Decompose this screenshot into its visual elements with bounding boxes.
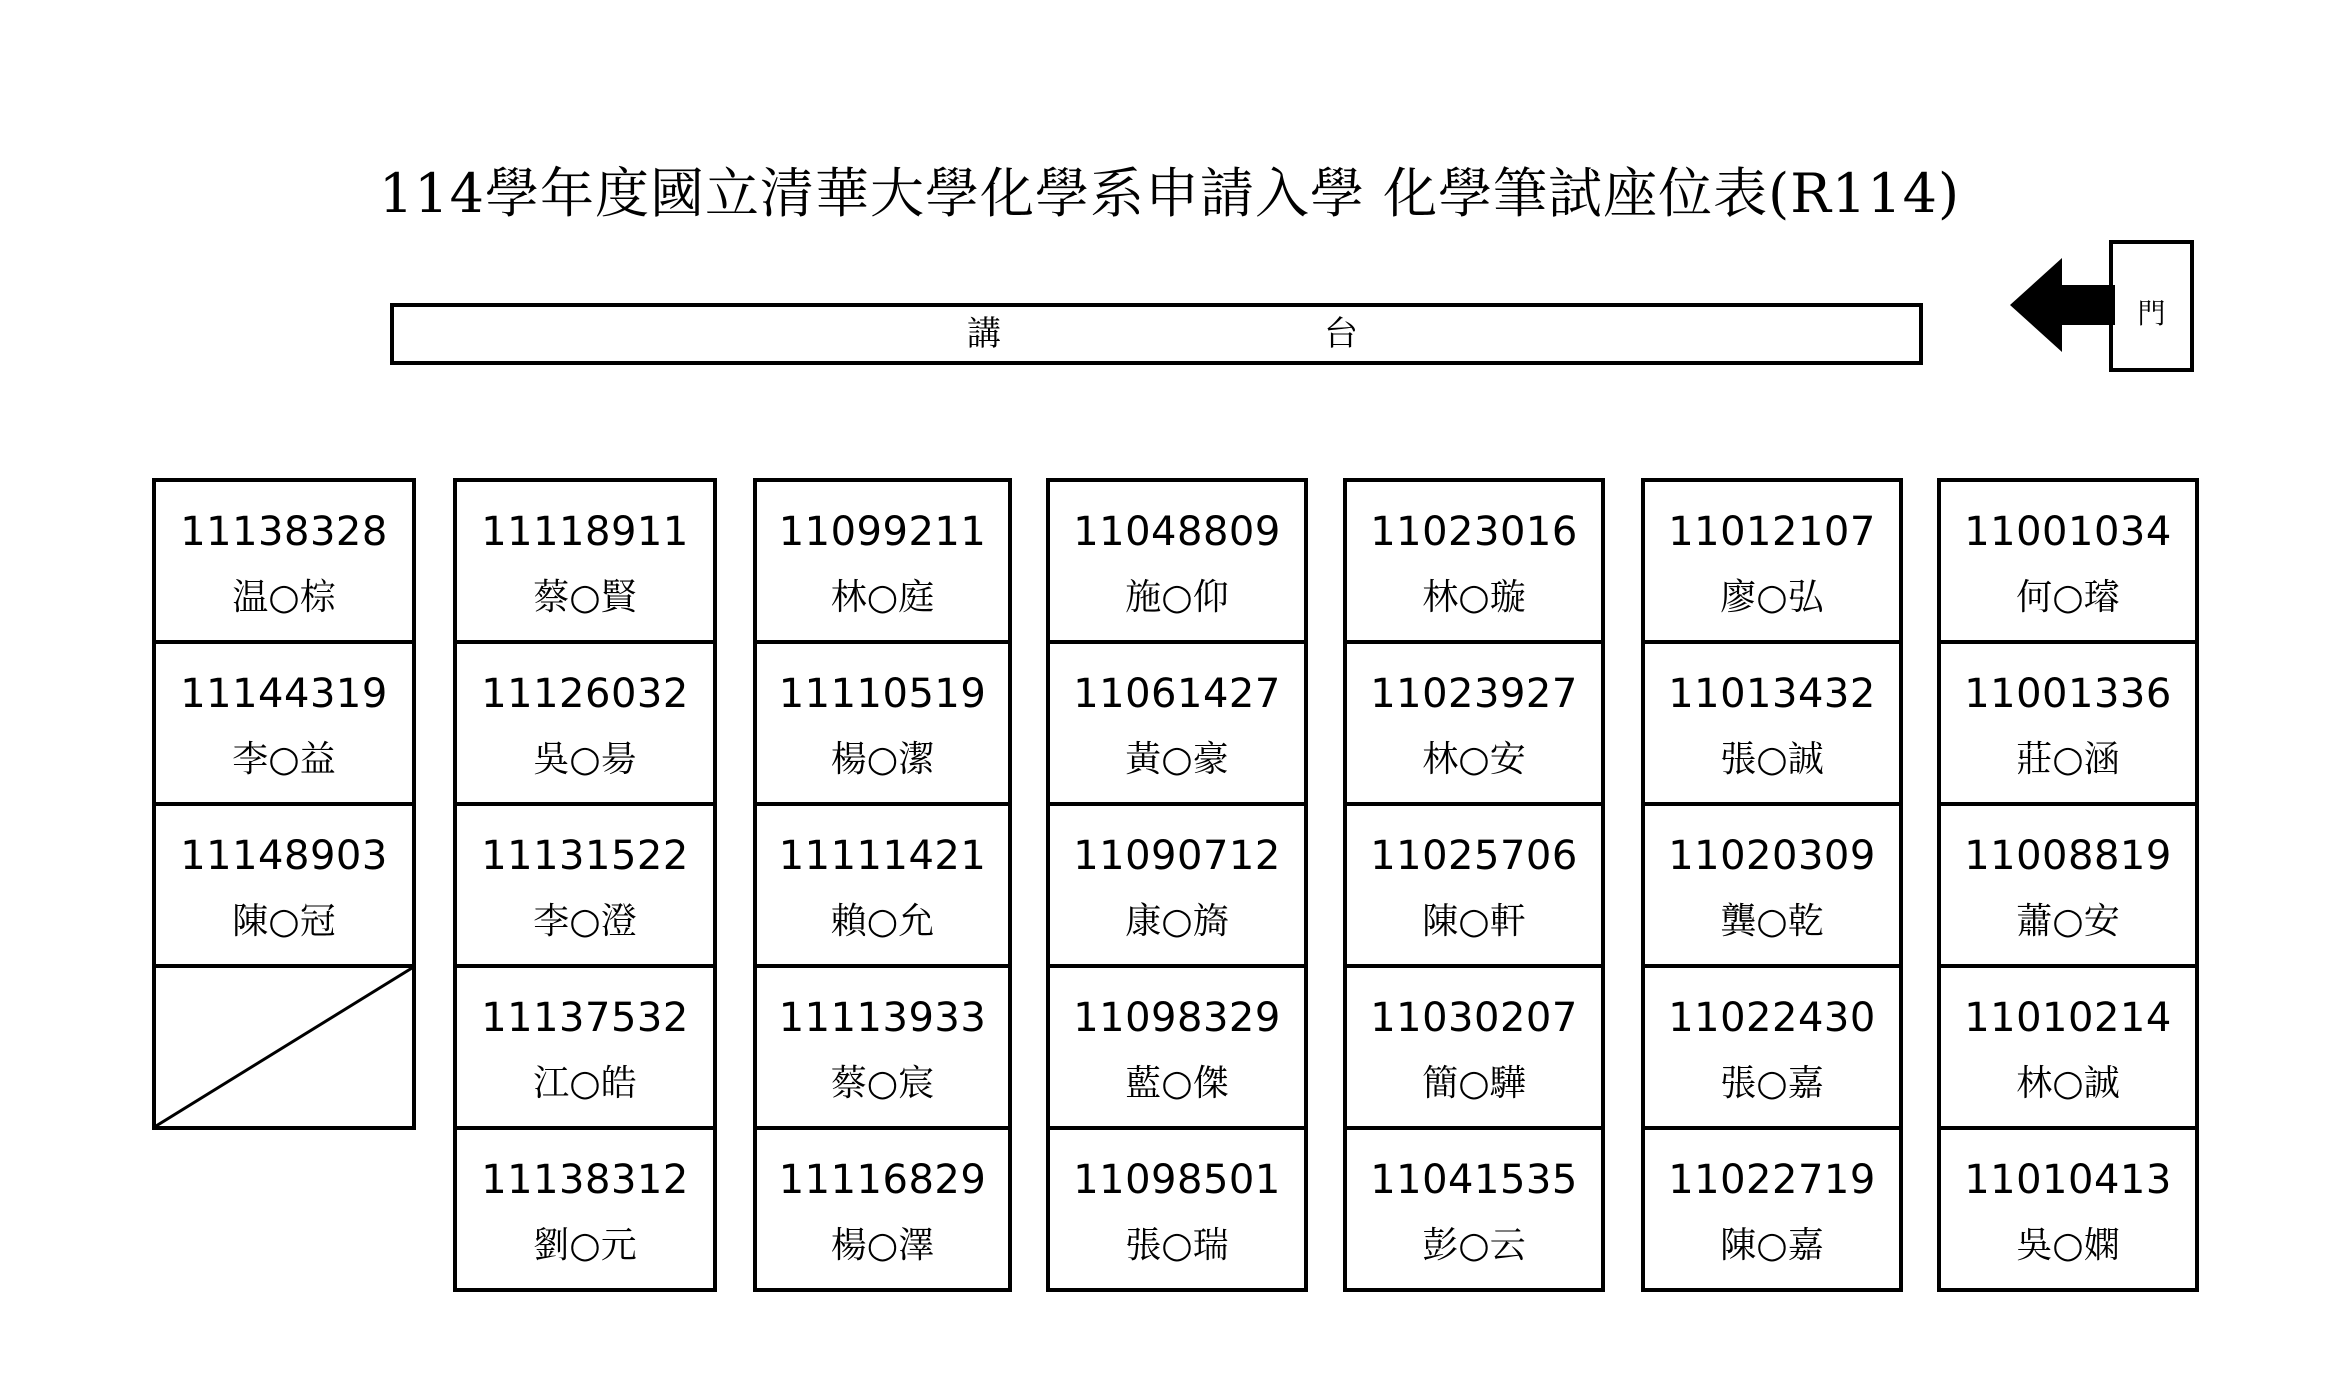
student-id: 11110519: [778, 671, 987, 717]
seat-cell: [156, 806, 412, 968]
seat-cell: [1645, 644, 1899, 806]
student-name: 廖○弘: [1720, 577, 1824, 618]
student-id: 11098501: [1073, 1157, 1281, 1203]
student-name: 莊○涵: [2016, 739, 2120, 780]
student-id: 11061427: [1073, 671, 1281, 717]
student-id: 11099211: [778, 509, 987, 555]
seat-cell: [156, 644, 412, 806]
seat-cell: [1645, 1130, 1899, 1292]
student-name: 何○璿: [2016, 577, 2120, 618]
seat-cell: [1050, 806, 1304, 968]
student-name: 楊○澤: [830, 1225, 935, 1266]
seat-cell: [1941, 1130, 2195, 1292]
podium: [390, 303, 1923, 365]
podium-label-1: 講: [967, 314, 1001, 354]
student-name: 蕭○安: [2016, 901, 2120, 942]
seat-column-5: [1343, 478, 1605, 1292]
student-id: 11010214: [1964, 995, 2172, 1041]
student-id: 11023016: [1370, 509, 1578, 555]
seat-column-2: [453, 478, 717, 1292]
seat-cell: [1941, 806, 2195, 968]
seat-cell: [757, 806, 1008, 968]
student-id: 11048809: [1073, 509, 1281, 555]
student-name: 龔○乾: [1720, 901, 1824, 942]
seat-cell: [1347, 968, 1601, 1130]
seat-cell: [757, 482, 1008, 644]
student-id: 11138328: [180, 509, 388, 555]
student-id: 11131522: [481, 833, 689, 879]
seat-column-3: [753, 478, 1012, 1292]
student-id: 11148903: [180, 833, 388, 879]
student-id: 11116829: [778, 1157, 987, 1203]
student-name: 蔡○宸: [830, 1063, 935, 1104]
student-name: 簡○驊: [1422, 1063, 1526, 1104]
seat-cell: [1347, 806, 1601, 968]
empty-seat-slash: [156, 968, 412, 1126]
seat-cell: [757, 644, 1008, 806]
seat-cell: [457, 644, 713, 806]
page-title: 114學年度國立清華大學化學系申請入學 化學筆試座位表(R114): [378, 162, 1961, 225]
seat-cell: [1050, 1130, 1304, 1292]
student-id: 11138312: [481, 1157, 689, 1203]
seat-column-4: [1046, 478, 1308, 1292]
door-label: 門: [2137, 297, 2166, 330]
arrow-left-icon: [2010, 258, 2115, 352]
seat-cell: [457, 968, 713, 1130]
student-id: 11020309: [1668, 833, 1876, 879]
student-id: 11025706: [1370, 833, 1578, 879]
student-name: 黃○豪: [1125, 739, 1229, 780]
student-name: 吳○嫻: [2016, 1225, 2120, 1266]
student-id: 11022430: [1668, 995, 1876, 1041]
student-id: 11126032: [481, 671, 689, 717]
student-id: 11111421: [778, 833, 987, 879]
seat-cell: [1050, 482, 1304, 644]
student-id: 11090712: [1073, 833, 1281, 879]
door: [2109, 240, 2194, 372]
student-id: 11013432: [1668, 671, 1876, 717]
student-name: 賴○允: [830, 901, 935, 942]
student-id: 11118911: [481, 509, 689, 555]
student-name: 張○瑞: [1125, 1225, 1229, 1266]
student-id: 11001336: [1964, 671, 2172, 717]
student-name: 陳○軒: [1422, 901, 1526, 942]
seat-cell: [1941, 968, 2195, 1130]
podium-label-2: 台: [1324, 314, 1358, 354]
student-id: 11010413: [1964, 1157, 2172, 1203]
student-name: 李○益: [232, 739, 336, 780]
seat-cell: [156, 482, 412, 644]
student-name: 林○誠: [2016, 1063, 2120, 1104]
seat-column-7: [1937, 478, 2199, 1292]
student-name: 藍○傑: [1125, 1063, 1229, 1104]
seat-cell: [1050, 644, 1304, 806]
student-name: 彭○云: [1422, 1225, 1526, 1266]
student-name: 陳○嘉: [1720, 1225, 1824, 1266]
student-name: 李○澄: [533, 901, 637, 942]
student-id: 11008819: [1964, 833, 2172, 879]
seat-cell: [1645, 482, 1899, 644]
seat-cell: [457, 806, 713, 968]
student-name: 吳○昜: [533, 739, 637, 780]
student-id: 11022719: [1668, 1157, 1876, 1203]
seat-cell: [1347, 482, 1601, 644]
seat-column-1: [152, 478, 416, 1130]
student-name: 林○璇: [1422, 577, 1526, 618]
student-name: 張○誠: [1720, 739, 1824, 780]
student-id: 11030207: [1370, 995, 1578, 1041]
seat-cell: [1645, 968, 1899, 1130]
student-id: 11098329: [1073, 995, 1281, 1041]
student-id: 11144319: [180, 671, 388, 717]
seat-cell: [1941, 644, 2195, 806]
student-name: 温○棕: [232, 577, 336, 618]
seat-cell: [1347, 1130, 1601, 1292]
empty-seat: [156, 968, 412, 1130]
student-name: 劉○元: [533, 1225, 637, 1266]
student-name: 施○仰: [1125, 577, 1229, 618]
seat-cell: [1941, 482, 2195, 644]
seat-cell: [757, 1130, 1008, 1292]
student-name: 林○安: [1422, 739, 1526, 780]
student-id: 11113933: [778, 995, 987, 1041]
student-id: 11041535: [1370, 1157, 1578, 1203]
student-id: 11012107: [1668, 509, 1876, 555]
student-name: 林○庭: [830, 577, 935, 618]
student-name: 江○皓: [533, 1063, 637, 1104]
seat-cell: [1347, 644, 1601, 806]
student-name: 陳○冠: [232, 901, 336, 942]
student-name: 張○嘉: [1720, 1063, 1824, 1104]
student-id: 11023927: [1370, 671, 1578, 717]
student-name: 楊○潔: [830, 739, 935, 780]
seat-cell: [1050, 968, 1304, 1130]
student-id: 11001034: [1964, 509, 2172, 555]
seat-cell: [457, 1130, 713, 1292]
seat-cell: [457, 482, 713, 644]
student-name: 蔡○賢: [533, 577, 637, 618]
seat-cell: [757, 968, 1008, 1130]
seat-cell: [1645, 806, 1899, 968]
student-id: 11137532: [481, 995, 689, 1041]
student-name: 康○旖: [1125, 901, 1229, 942]
seat-column-6: [1641, 478, 1903, 1292]
